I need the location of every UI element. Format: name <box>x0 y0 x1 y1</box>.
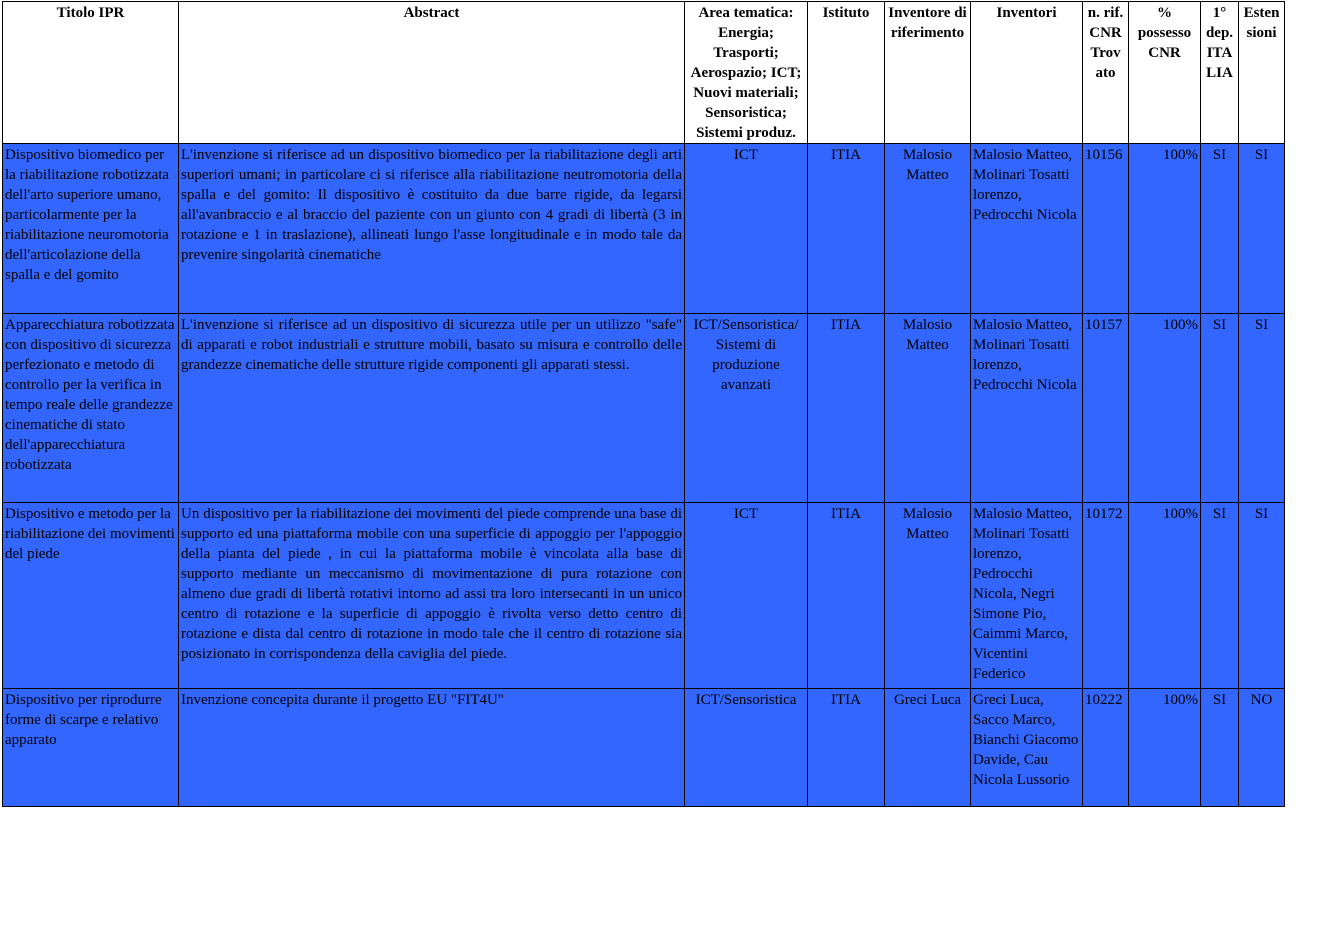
cell-titolo: Dispositivo e metodo per la riabilitazione dei movimenti del piede <box>3 503 179 689</box>
table-row <box>3 689 1285 807</box>
cell-possesso: 100% <box>1129 314 1201 503</box>
header-titolo: Titolo IPR <box>3 2 179 144</box>
table-row <box>3 314 1285 503</box>
cell-titolo: Apparecchiatura robotizzata con dispositivo di sicurezza perfezionato e metodo di controllo per la verifica in tempo reale delle grandezze cinematiche di stato dell'apparecchiatura robotizzata <box>3 314 179 503</box>
cell-istituto: ITIA <box>808 503 885 689</box>
cell-deposito-italia: SI <box>1201 689 1239 807</box>
cell-istituto: ITIA <box>808 689 885 807</box>
cell-istituto: ITIA <box>808 314 885 503</box>
header-area-tematica: Area tematica: Energia; Trasporti; Aerospazio; ICT; Nuovi materiali; Sensoristica; Sistemi produz. <box>685 2 808 144</box>
cell-titolo: Dispositivo per riprodurre forme di scarpe e relativo apparato <box>3 689 179 807</box>
ipr-table <box>2 1 1285 807</box>
table-row <box>3 503 1285 689</box>
cell-inventori: Malosio Matteo, Molinari Tosatti lorenzo, Pedrocchi Nicola <box>971 314 1083 503</box>
cell-inventori: Malosio Matteo, Molinari Tosatti lorenzo, Pedrocchi Nicola <box>971 144 1083 314</box>
cell-inventore-riferimento: Malosio Matteo <box>885 503 971 689</box>
header-n-rif: n. rif. CNR Trov ato <box>1083 2 1129 144</box>
cell-possesso: 100% <box>1129 503 1201 689</box>
cell-abstract: Un dispositivo per la riabilitazione dei movimenti del piede comprende una base di supporto ed una piattaforma mobile con una superficie di appoggio per l'appoggio della pianta del piede , in cui la piattaforma mobile è vincolata alla base di supporto mediante un meccanismo di movimentazione di pura rotazione con almeno due gradi di libertà rotativi intorno ad assi tra loro intersecanti in un unico centro di rotazione e la superficie di appoggio è rivolta verso detto centro di rotazione e dista dal centro di rotazione in modo tale che il centro di rotazione sia posizionato in corrispondenza della caviglia del piede. <box>179 503 685 689</box>
header-deposito-italia: 1° dep. ITA LIA <box>1201 2 1239 144</box>
header-inventori: Inventori <box>971 2 1083 144</box>
cell-istituto: ITIA <box>808 144 885 314</box>
cell-inventori: Malosio Matteo, Molinari Tosatti lorenzo, Pedrocchi Nicola, Negri Simone Pio, Caimmi Marco, Vicentini Federico <box>971 503 1083 689</box>
ipr-sheet <box>2 1 1285 807</box>
cell-area: ICT/Sensoristica <box>685 689 808 807</box>
cell-n-rif: 10157 <box>1083 314 1129 503</box>
header-abstract: Abstract <box>179 2 685 144</box>
cell-abstract: L'invenzione si riferisce ad un dispositivo biomedico per la riabilitazione degli arti superiori umani; in particolare ci si riferisce alla riabilitazione neutromotoria della spalla e del gomito: Il dispositivo è costituito da due barre rigide, da legarsi all'avanbraccio e al braccio del paziente con un giunto con 4 gradi di libertà (3 in rotazione e 1 in traslazione), allineati lungo l'asse longitudinale e in modo tale da prevenire singolarità cinematiche <box>179 144 685 314</box>
cell-area: ICT/Sensoristica/ Sistemi di produzione avanzati <box>685 314 808 503</box>
cell-estensioni: SI <box>1239 314 1285 503</box>
header-possesso: % possesso CNR <box>1129 2 1201 144</box>
cell-area: ICT <box>685 503 808 689</box>
header-row <box>3 2 1285 144</box>
cell-possesso: 100% <box>1129 689 1201 807</box>
table-row <box>3 144 1285 314</box>
cell-deposito-italia: SI <box>1201 503 1239 689</box>
cell-estensioni: SI <box>1239 144 1285 314</box>
cell-possesso: 100% <box>1129 144 1201 314</box>
cell-n-rif: 10156 <box>1083 144 1129 314</box>
cell-abstract: Invenzione concepita durante il progetto EU "FIT4U" <box>179 689 685 807</box>
cell-abstract: L'invenzione si riferisce ad un dispositivo di sicurezza utile per un utilizzo "safe" di apparati e robot industriali e strutture mobili, basato su misura e controllo delle grandezze cinematiche delle strutture rigide componenti gli apparati stessi. <box>179 314 685 503</box>
cell-estensioni: SI <box>1239 503 1285 689</box>
header-estensioni: Esten sioni <box>1239 2 1285 144</box>
header-istituto: Istituto <box>808 2 885 144</box>
cell-titolo <box>3 144 179 314</box>
header-inventore-riferimento: Inventore di riferimento <box>885 2 971 144</box>
cell-inventore-riferimento: Malosio Matteo <box>885 314 971 503</box>
cell-n-rif: 10222 <box>1083 689 1129 807</box>
cell-estensioni: NO <box>1239 689 1285 807</box>
cell-n-rif: 10172 <box>1083 503 1129 689</box>
cell-inventore-riferimento: Greci Luca <box>885 689 971 807</box>
cell-inventori: Greci Luca, Sacco Marco, Bianchi Giacomo Davide, Cau Nicola Lussorio <box>971 689 1083 807</box>
cell-inventore-riferimento: Malosio Matteo <box>885 144 971 314</box>
cell-deposito-italia: SI <box>1201 314 1239 503</box>
cell-deposito-italia: SI <box>1201 144 1239 314</box>
cell-area: ICT <box>685 144 808 314</box>
cell-titolo-text: Dispositivo biomedico per la riabilitazione robotizzata dell'arto superiore umano, particolarmente per la riabilitazione neuromotoria dell'articolazione della spalla e del gomito <box>5 147 170 283</box>
